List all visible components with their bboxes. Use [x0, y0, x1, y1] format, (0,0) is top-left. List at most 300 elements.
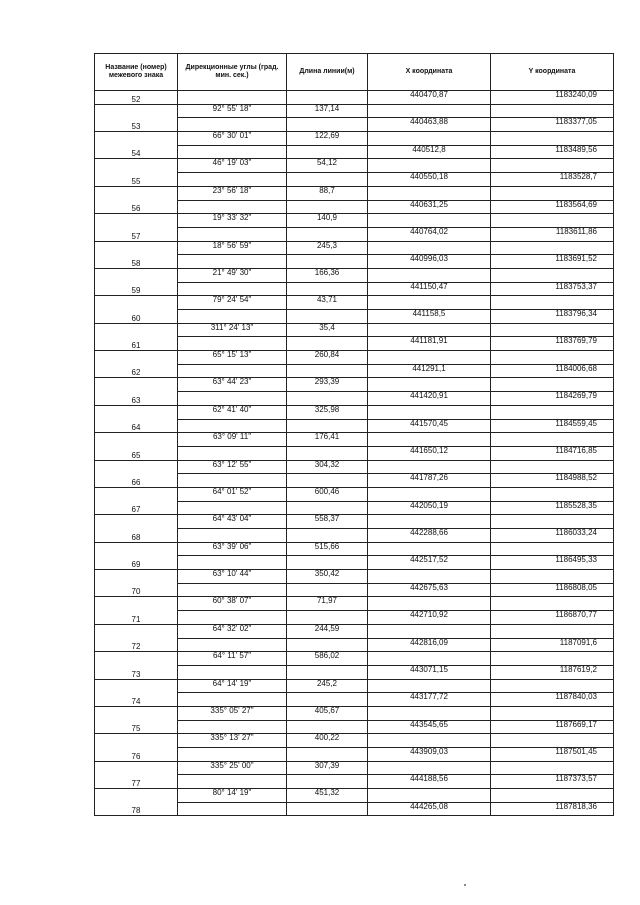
table-row [95, 227, 614, 241]
direction-angle: 63° 10' 44" [178, 570, 287, 584]
y-empty [491, 214, 614, 228]
angle-empty [178, 419, 287, 433]
table-row [95, 186, 614, 200]
x-coordinate: 441158,5 [368, 310, 491, 324]
y-empty [491, 104, 614, 118]
direction-angle: 79° 24' 54" [178, 296, 287, 310]
y-empty [491, 296, 614, 310]
line-length: 307,39 [287, 761, 368, 775]
point-name: 73 [95, 665, 178, 679]
y-coordinate: 1183769,79 [491, 337, 614, 351]
header-y-coordinate: Y координата [491, 54, 614, 91]
table-row [95, 145, 614, 159]
point-name: 67 [95, 501, 178, 515]
point-empty [95, 159, 178, 173]
angle-empty [178, 529, 287, 543]
angle-empty [178, 392, 287, 406]
direction-angle: 92° 55' 18" [178, 104, 287, 118]
point-name: 55 [95, 173, 178, 187]
table-row [95, 118, 614, 132]
point-empty [95, 542, 178, 556]
x-empty [368, 241, 491, 255]
table-row [95, 542, 614, 556]
point-name: 74 [95, 693, 178, 707]
y-coordinate: 1183528,7 [491, 173, 614, 187]
direction-angle: 60° 38' 07" [178, 597, 287, 611]
x-empty [368, 515, 491, 529]
x-empty [368, 159, 491, 173]
x-coordinate: 444265,08 [368, 802, 491, 816]
table-body [95, 91, 614, 816]
table-row [95, 91, 614, 105]
y-empty [491, 433, 614, 447]
angle-empty [178, 693, 287, 707]
y-coordinate: 1186495,33 [491, 556, 614, 570]
direction-angle: 335° 05' 27" [178, 706, 287, 720]
length-empty [287, 665, 368, 679]
y-empty [491, 542, 614, 556]
length-empty [287, 529, 368, 543]
table-row [95, 132, 614, 146]
point-name: 56 [95, 200, 178, 214]
x-coordinate: 440996,03 [368, 255, 491, 269]
point-empty [95, 487, 178, 501]
table-row [95, 761, 614, 775]
y-coordinate: 1187373,57 [491, 775, 614, 789]
line-length: 586,02 [287, 652, 368, 666]
table-row [95, 638, 614, 652]
point-empty [95, 405, 178, 419]
angle-empty [178, 173, 287, 187]
point-empty [95, 706, 178, 720]
line-length: 88,7 [287, 186, 368, 200]
x-empty [368, 351, 491, 365]
y-coordinate: 1187619,2 [491, 665, 614, 679]
y-empty [491, 734, 614, 748]
table-row [95, 665, 614, 679]
table-row [95, 282, 614, 296]
length-empty [287, 720, 368, 734]
x-coordinate: 441150,47 [368, 282, 491, 296]
length-empty [287, 145, 368, 159]
angle-empty [178, 802, 287, 816]
angle-empty [178, 583, 287, 597]
point-name: 70 [95, 583, 178, 597]
line-length: 350,42 [287, 570, 368, 584]
direction-angle: 63° 09' 11" [178, 433, 287, 447]
x-coordinate: 440512,8 [368, 145, 491, 159]
point-empty [95, 624, 178, 638]
direction-angle: 63° 44' 23" [178, 378, 287, 392]
y-empty [491, 515, 614, 529]
line-length: 245,3 [287, 241, 368, 255]
y-coordinate: 1183489,56 [491, 145, 614, 159]
point-empty [95, 104, 178, 118]
x-empty [368, 542, 491, 556]
angle-empty [178, 310, 287, 324]
direction-angle: 19° 33' 32" [178, 214, 287, 228]
y-coordinate: 1183377,05 [491, 118, 614, 132]
table-row [95, 241, 614, 255]
table-row [95, 433, 614, 447]
point-name: 61 [95, 337, 178, 351]
x-empty [368, 405, 491, 419]
direction-angle: 64° 32' 02" [178, 624, 287, 638]
x-coordinate: 442710,92 [368, 611, 491, 625]
length-empty [287, 200, 368, 214]
point-empty [95, 597, 178, 611]
line-length: 405,67 [287, 706, 368, 720]
length-empty [287, 611, 368, 625]
length-empty [287, 802, 368, 816]
table-row [95, 775, 614, 789]
length-empty [287, 227, 368, 241]
point-name: 63 [95, 392, 178, 406]
length-empty [287, 255, 368, 269]
y-empty [491, 624, 614, 638]
y-empty [491, 706, 614, 720]
table-row [95, 296, 614, 310]
point-name: 62 [95, 364, 178, 378]
y-coordinate: 1186808,05 [491, 583, 614, 597]
header-x-coordinate: X координата [368, 54, 491, 91]
point-name: 76 [95, 748, 178, 762]
table-row [95, 748, 614, 762]
x-coordinate: 443545,65 [368, 720, 491, 734]
point-empty [95, 241, 178, 255]
y-coordinate: 1183796,34 [491, 310, 614, 324]
table-row [95, 529, 614, 543]
y-coordinate: 1186870,77 [491, 611, 614, 625]
table-row [95, 611, 614, 625]
y-empty [491, 378, 614, 392]
y-coordinate: 1183611,86 [491, 227, 614, 241]
y-empty [491, 789, 614, 803]
point-empty [95, 268, 178, 282]
table-row [95, 446, 614, 460]
boundary-coordinates-table [94, 53, 614, 816]
table-row [95, 323, 614, 337]
length-empty [287, 91, 368, 105]
point-name: 57 [95, 227, 178, 241]
point-empty [95, 132, 178, 146]
point-name: 72 [95, 638, 178, 652]
point-name: 71 [95, 611, 178, 625]
x-empty [368, 679, 491, 693]
x-empty [368, 652, 491, 666]
line-length: 176,41 [287, 433, 368, 447]
y-coordinate: 1184716,85 [491, 446, 614, 460]
line-length: 304,32 [287, 460, 368, 474]
x-empty [368, 186, 491, 200]
angle-empty [178, 501, 287, 515]
direction-angle: 21° 49' 30" [178, 268, 287, 282]
y-coordinate: 1186033,24 [491, 529, 614, 543]
table-row [95, 337, 614, 351]
table-row [95, 734, 614, 748]
length-empty [287, 392, 368, 406]
direction-angle: 23° 56' 18" [178, 186, 287, 200]
direction-angle: 64° 43' 04" [178, 515, 287, 529]
x-empty [368, 268, 491, 282]
table-row [95, 802, 614, 816]
table-row [95, 255, 614, 269]
x-coordinate: 441787,26 [368, 474, 491, 488]
x-coordinate: 442288,66 [368, 529, 491, 543]
line-length: 43,71 [287, 296, 368, 310]
y-coordinate: 1183691,52 [491, 255, 614, 269]
y-empty [491, 597, 614, 611]
line-length: 260,84 [287, 351, 368, 365]
table-row [95, 583, 614, 597]
point-empty [95, 515, 178, 529]
table-row [95, 706, 614, 720]
table-row [95, 556, 614, 570]
y-empty [491, 351, 614, 365]
point-empty [95, 351, 178, 365]
point-empty [95, 186, 178, 200]
point-name: 78 [95, 802, 178, 816]
point-empty [95, 214, 178, 228]
x-coordinate: 442050,19 [368, 501, 491, 515]
point-name: 59 [95, 282, 178, 296]
length-empty [287, 118, 368, 132]
length-empty [287, 775, 368, 789]
table-row [95, 679, 614, 693]
length-empty [287, 638, 368, 652]
angle-empty [178, 227, 287, 241]
line-length: 325,98 [287, 405, 368, 419]
length-empty [287, 282, 368, 296]
angle-empty [178, 145, 287, 159]
y-coordinate: 1184269,79 [491, 392, 614, 406]
direction-angle: 64° 01' 52" [178, 487, 287, 501]
x-coordinate: 440550,18 [368, 173, 491, 187]
y-coordinate: 1183240,09 [491, 91, 614, 105]
direction-angle: 66° 30' 01" [178, 132, 287, 146]
length-empty [287, 446, 368, 460]
point-empty [95, 433, 178, 447]
x-empty [368, 433, 491, 447]
length-empty [287, 556, 368, 570]
angle-empty [178, 556, 287, 570]
line-length: 244,59 [287, 624, 368, 638]
x-coordinate: 442816,09 [368, 638, 491, 652]
direction-angle: 65° 15' 13" [178, 351, 287, 365]
direction-angle: 335° 25' 00" [178, 761, 287, 775]
header-line-length: Длина линии(м) [287, 54, 368, 91]
table-row [95, 378, 614, 392]
line-length: 140,9 [287, 214, 368, 228]
x-empty [368, 214, 491, 228]
y-empty [491, 268, 614, 282]
line-length: 54,12 [287, 159, 368, 173]
line-length: 400,22 [287, 734, 368, 748]
length-empty [287, 474, 368, 488]
x-coordinate: 441650,12 [368, 446, 491, 460]
table-row [95, 214, 614, 228]
table-row [95, 624, 614, 638]
line-length: 71,97 [287, 597, 368, 611]
table-row [95, 405, 614, 419]
x-coordinate: 444188,56 [368, 775, 491, 789]
x-coordinate: 440764,02 [368, 227, 491, 241]
angle-empty [178, 118, 287, 132]
direction-angle: 80° 14' 19" [178, 789, 287, 803]
x-empty [368, 132, 491, 146]
point-empty [95, 679, 178, 693]
x-empty [368, 706, 491, 720]
x-coordinate: 441420,91 [368, 392, 491, 406]
y-empty [491, 132, 614, 146]
page-mark [464, 884, 466, 886]
y-coordinate: 1184559,45 [491, 419, 614, 433]
x-empty [368, 789, 491, 803]
point-empty [95, 378, 178, 392]
line-length: 558,37 [287, 515, 368, 529]
direction-angle: 311° 24' 13" [178, 323, 287, 337]
angle-empty [178, 665, 287, 679]
y-empty [491, 241, 614, 255]
point-name: 60 [95, 310, 178, 324]
table-row [95, 487, 614, 501]
table-row [95, 159, 614, 173]
x-empty [368, 570, 491, 584]
y-empty [491, 652, 614, 666]
table-row [95, 693, 614, 707]
angle-empty [178, 611, 287, 625]
angle-empty [178, 91, 287, 105]
x-coordinate: 441291,1 [368, 364, 491, 378]
point-empty [95, 296, 178, 310]
length-empty [287, 310, 368, 324]
table-row [95, 597, 614, 611]
direction-angle: 63° 12' 55" [178, 460, 287, 474]
x-empty [368, 487, 491, 501]
point-empty [95, 789, 178, 803]
angle-empty [178, 255, 287, 269]
point-empty [95, 323, 178, 337]
x-coordinate: 443909,03 [368, 748, 491, 762]
y-empty [491, 487, 614, 501]
line-length: 451,32 [287, 789, 368, 803]
line-length: 137,14 [287, 104, 368, 118]
y-coordinate: 1187669,17 [491, 720, 614, 734]
length-empty [287, 583, 368, 597]
length-empty [287, 693, 368, 707]
x-coordinate: 440463,88 [368, 118, 491, 132]
line-length: 293,39 [287, 378, 368, 392]
y-empty [491, 186, 614, 200]
table-header-row [95, 54, 614, 91]
length-empty [287, 337, 368, 351]
angle-empty [178, 748, 287, 762]
table-row [95, 460, 614, 474]
y-empty [491, 761, 614, 775]
point-name: 53 [95, 118, 178, 132]
y-coordinate: 1187501,45 [491, 748, 614, 762]
table-row [95, 364, 614, 378]
y-coordinate: 1185528,35 [491, 501, 614, 515]
direction-angle: 62° 41' 40" [178, 405, 287, 419]
y-empty [491, 405, 614, 419]
point-name: 77 [95, 775, 178, 789]
point-name: 52 [95, 91, 178, 105]
x-empty [368, 296, 491, 310]
point-name: 54 [95, 145, 178, 159]
y-coordinate: 1187840,03 [491, 693, 614, 707]
y-coordinate: 1184988,52 [491, 474, 614, 488]
y-coordinate: 1184006,68 [491, 364, 614, 378]
length-empty [287, 364, 368, 378]
line-length: 245,2 [287, 679, 368, 693]
table-row [95, 173, 614, 187]
table-row [95, 419, 614, 433]
angle-empty [178, 337, 287, 351]
line-length: 35,4 [287, 323, 368, 337]
x-empty [368, 378, 491, 392]
point-empty [95, 761, 178, 775]
angle-empty [178, 364, 287, 378]
x-coordinate: 443071,15 [368, 665, 491, 679]
point-empty [95, 652, 178, 666]
x-empty [368, 624, 491, 638]
table-row [95, 200, 614, 214]
y-coordinate: 1183564,69 [491, 200, 614, 214]
y-empty [491, 323, 614, 337]
y-empty [491, 460, 614, 474]
y-empty [491, 159, 614, 173]
angle-empty [178, 200, 287, 214]
table-row [95, 789, 614, 803]
angle-empty [178, 474, 287, 488]
line-length: 122,69 [287, 132, 368, 146]
line-length: 166,36 [287, 268, 368, 282]
line-length: 600,46 [287, 487, 368, 501]
table-row [95, 268, 614, 282]
table-row [95, 720, 614, 734]
x-empty [368, 597, 491, 611]
length-empty [287, 173, 368, 187]
x-coordinate: 440470,87 [368, 91, 491, 105]
table-row [95, 392, 614, 406]
y-empty [491, 570, 614, 584]
table-row [95, 474, 614, 488]
x-empty [368, 734, 491, 748]
line-length: 515,66 [287, 542, 368, 556]
point-name: 58 [95, 255, 178, 269]
y-coordinate: 1183753,37 [491, 282, 614, 296]
table-row [95, 652, 614, 666]
point-empty [95, 460, 178, 474]
direction-angle: 64° 11' 57" [178, 652, 287, 666]
header-direction-angle: Дирекционные углы (град. мин. сек.) [178, 54, 287, 91]
x-empty [368, 104, 491, 118]
table-row [95, 570, 614, 584]
x-coordinate: 440631,25 [368, 200, 491, 214]
point-name: 75 [95, 720, 178, 734]
y-coordinate: 1187818,36 [491, 802, 614, 816]
point-name: 69 [95, 556, 178, 570]
x-coordinate: 441181,91 [368, 337, 491, 351]
angle-empty [178, 775, 287, 789]
table-row [95, 501, 614, 515]
point-name: 64 [95, 419, 178, 433]
length-empty [287, 419, 368, 433]
point-empty [95, 734, 178, 748]
header-point-name: Название (номер) межевого знака [95, 54, 178, 91]
direction-angle: 46° 19' 03" [178, 159, 287, 173]
